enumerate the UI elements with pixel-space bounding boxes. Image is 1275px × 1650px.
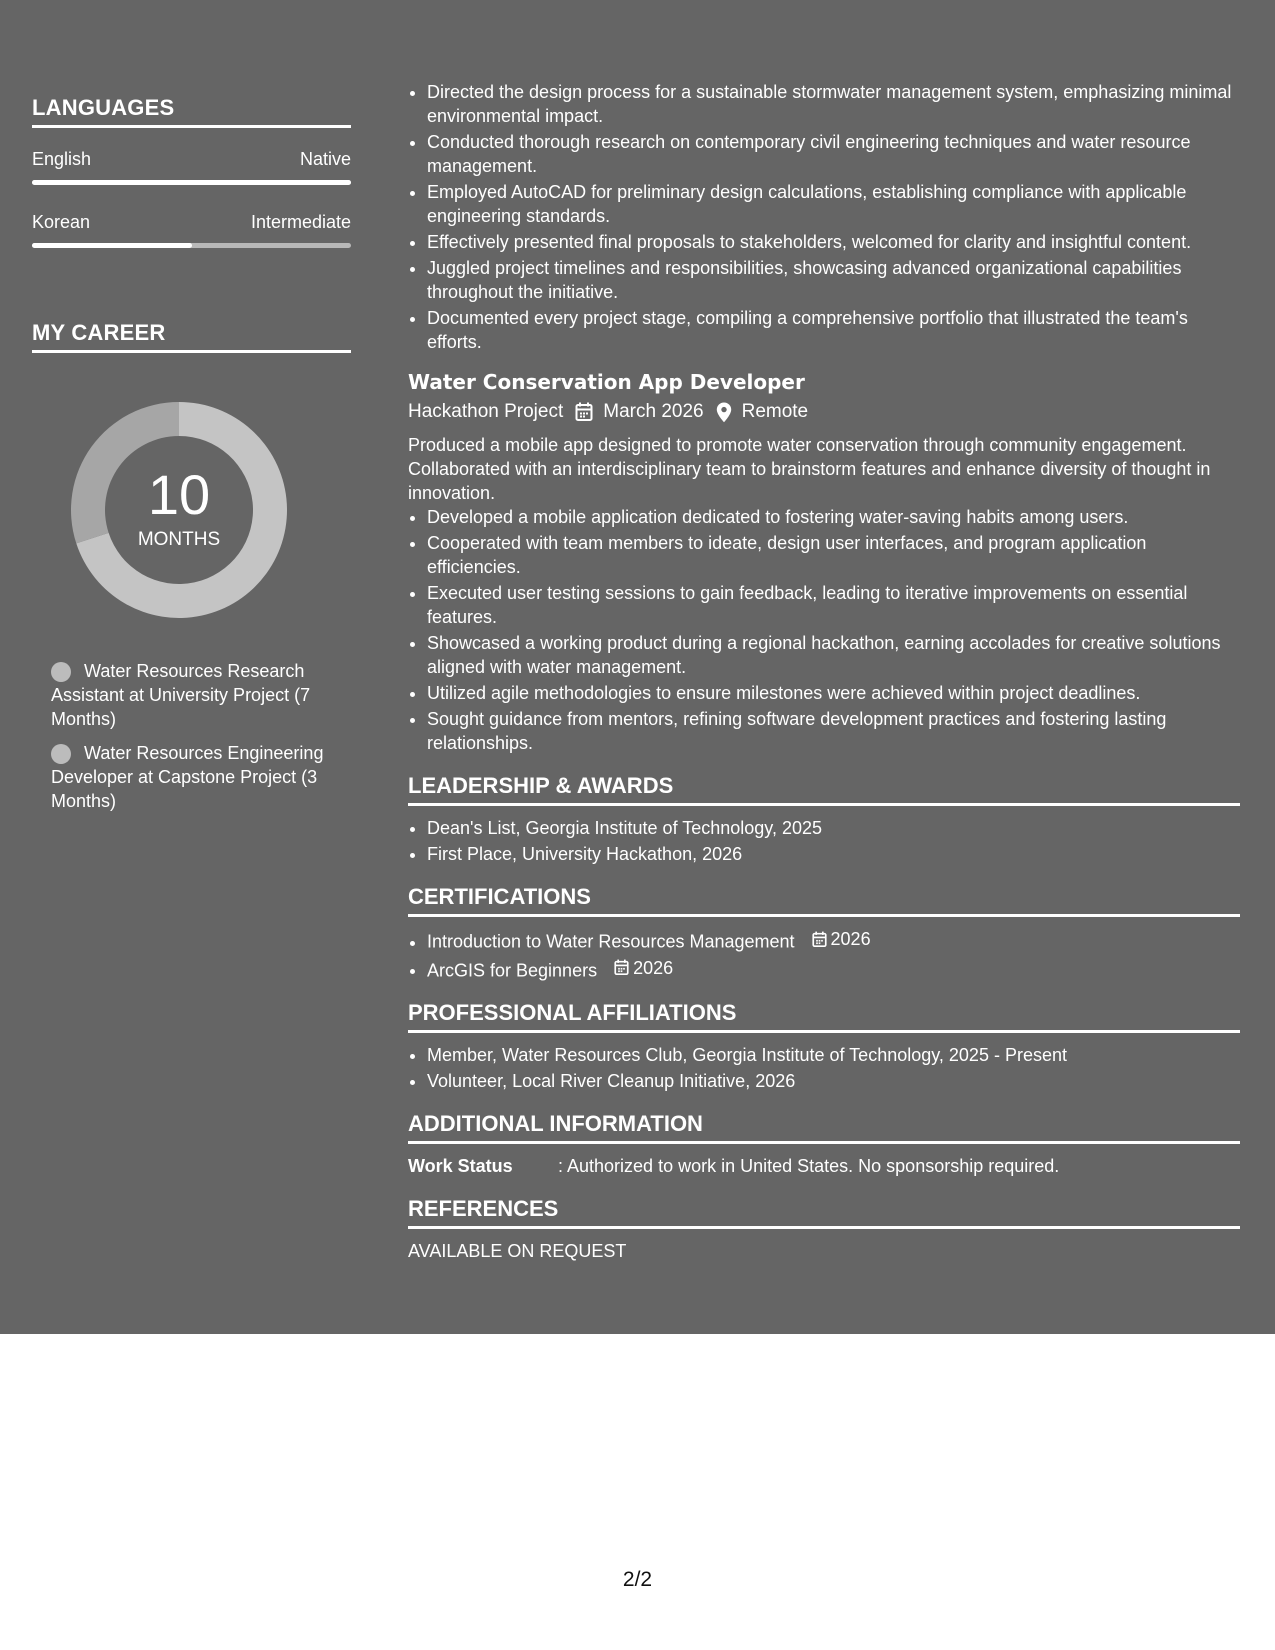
work-status-label: Work Status [408,1156,513,1176]
previous-job-bullets [408,80,1240,354]
language-level-fill [32,180,351,185]
certifications-heading: CERTIFICATIONS [408,884,1240,917]
leadership-heading: LEADERSHIP & AWARDS [408,773,1240,806]
references-heading: REFERENCES [408,1196,1240,1229]
certification-name: ArcGIS for Beginners [427,960,598,980]
language-name: Korean [32,212,91,232]
list-item: • Volunteer, Local River Cleanup Initiative, 2026 [427,1069,1240,1093]
certification-year: 2026 [830,929,871,949]
left-column [32,95,351,823]
list-item: • Sought guidance from mentors, refining software development practices and fostering lasting relationships. [427,707,1240,755]
language-level-bar [32,180,351,185]
career-donut-chart [66,397,292,623]
career-dot-icon [51,662,71,682]
references-text: AVAILABLE ON REQUEST [408,1241,627,1261]
language-korean [32,211,351,248]
certifications-list [408,927,1240,982]
certification-date [614,956,673,980]
job-meta [408,399,1240,425]
list-item: • Documented every project stage, compiling a comprehensive portfolio that illustrated the team's efforts. [427,306,1240,354]
job-bullets [408,505,1240,755]
work-status-row [408,1154,1240,1178]
language-level-bar [32,243,351,248]
list-item: • Juggled project timelines and responsibilities, showcasing advanced organizational capabilities throughout the initiative. [427,256,1240,304]
certification-name: Introduction to Water Resources Management [427,931,795,952]
job-title: Water Conservation App Developer [408,370,805,394]
career-dot-icon [51,744,71,764]
list-item [427,956,1240,983]
calendar-icon [614,959,629,976]
list-item: • Executed user testing sessions to gain feedback, leading to iterative improvements on essential features. [427,581,1240,629]
list-item [427,927,1240,954]
work-status-value: : Authorized to work in United States. No sponsorship required. [558,1156,1060,1176]
career-months-unit: MONTHS [137,529,221,550]
job-location: Remote [741,401,809,422]
career-item [51,659,351,731]
list-item: • Cooperated with team members to ideate, design user interfaces, and program application efficiencies. [427,531,1240,579]
list-item: • Utilized agile methodologies to ensure milestones were achieved within project deadlines. [427,681,1240,705]
job-date: March 2026 [603,401,704,422]
affiliations-heading: PROFESSIONAL AFFILIATIONS [408,1000,1240,1033]
list-item: • Conducted thorough research on contemporary civil engineering techniques and water resource management. [427,130,1240,178]
leadership-list [408,816,1240,866]
additional-info-heading: ADDITIONAL INFORMATION [408,1111,1240,1144]
languages-heading: LANGUAGES [32,95,351,128]
calendar-icon [812,931,827,948]
right-column [408,80,1240,1263]
list-item: • Member, Water Resources Club, Georgia Institute of Technology, 2025 - Present [427,1043,1240,1067]
location-pin-icon [716,402,732,423]
job-description: Produced a mobile app designed to promote water conservation through community engagement. Collaborated with an interdisciplinary team to brainstorm features and enhance diversity of thought in innovation. [408,435,1211,503]
list-item: • Effectively presented final proposals to stakeholders, welcomed for clarity and insightful content. [427,230,1240,254]
career-item [51,741,351,813]
affiliations-list [408,1043,1240,1093]
calendar-icon [575,402,593,422]
certification-date [812,927,871,951]
language-level-fill [32,243,192,248]
page-number: 2/2 [622,1568,653,1591]
career-total-months: 10 [147,463,211,526]
language-level: Native [299,149,351,169]
language-english [32,148,351,185]
list-item: • First Place, University Hackathon, 2026 [427,842,1240,866]
list-item: • Developed a mobile application dedicated to fostering water-saving habits among users. [427,505,1240,529]
language-name: English [32,149,92,169]
job-org: Hackathon Project [408,401,564,422]
career-heading: MY CAREER [32,320,351,353]
language-level: Intermediate [250,212,351,232]
list-item: • Dean's List, Georgia Institute of Technology, 2025 [427,816,1240,840]
certification-year: 2026 [633,957,674,978]
career-item-label: Water Resources Engineering Developer at Capstone Project (3 Months) [51,743,324,811]
list-item: • Directed the design process for a sustainable stormwater management system, emphasizing minimal environmental impact. [427,80,1240,128]
career-item-label: Water Resources Research Assistant at University Project (7 Months) [51,661,311,729]
list-item: • Showcased a working product during a regional hackathon, earning accolades for creative solutions aligned with water management. [427,631,1240,679]
list-item: • Employed AutoCAD for preliminary design calculations, establishing compliance with applicable engineering standards. [427,180,1240,228]
career-list [32,659,351,813]
